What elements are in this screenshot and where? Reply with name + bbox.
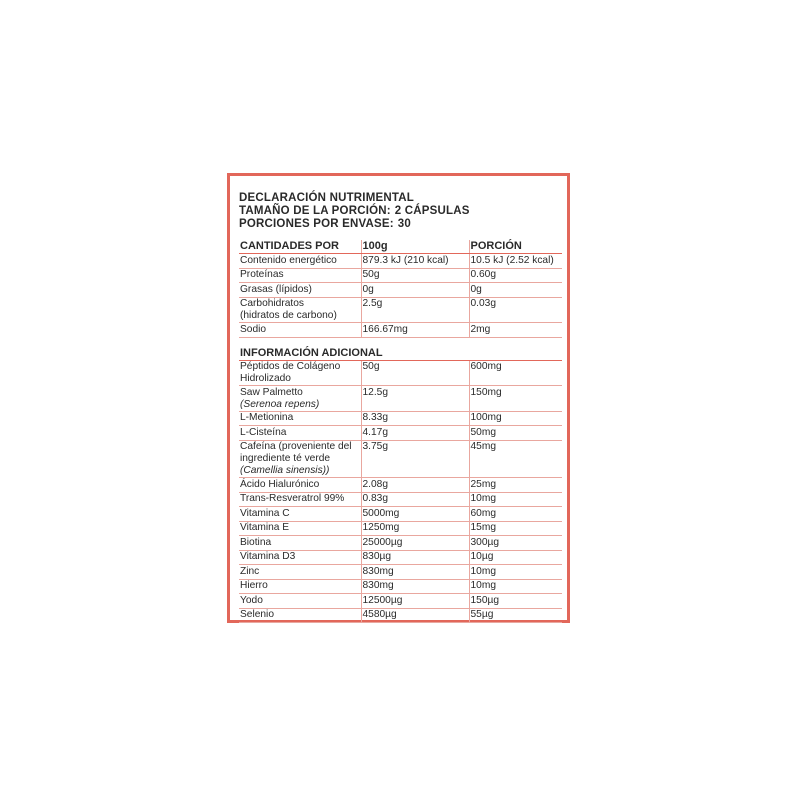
per-100g-value: 3.75g bbox=[361, 440, 469, 478]
table-row bbox=[239, 507, 562, 522]
per-portion-value: 150mg bbox=[469, 386, 562, 412]
nutrient-name: Contenido energético bbox=[240, 254, 337, 266]
nutrient-name: Proteínas bbox=[240, 269, 284, 280]
table-row bbox=[239, 254, 562, 269]
per-portion-value: 55µg bbox=[469, 608, 562, 623]
nutrient-name-cell bbox=[239, 565, 361, 580]
per-100g-value: 4580µg bbox=[361, 608, 469, 623]
column-header-portion: PORCIÓN bbox=[469, 240, 562, 254]
per-100g-value: 166.67mg bbox=[361, 323, 469, 338]
per-100g-value: 0.83g bbox=[361, 492, 469, 507]
nutrient-name-cell bbox=[239, 536, 361, 551]
table-row bbox=[239, 579, 562, 594]
nutrient-name-cell bbox=[239, 254, 361, 269]
declaration-title: DECLARACIÓN NUTRIMENTAL bbox=[239, 192, 414, 204]
per-portion-value: 10mg bbox=[469, 579, 562, 594]
per-portion-value: 50mg bbox=[469, 426, 562, 441]
servings-line bbox=[239, 218, 562, 231]
per-portion-value: 15mg bbox=[469, 521, 562, 536]
nutrient-name: Sodio bbox=[240, 323, 267, 335]
per-portion-value: 10mg bbox=[469, 492, 562, 507]
per-100g-value: 4.17g bbox=[361, 426, 469, 441]
per-100g-value: 25000µg bbox=[361, 536, 469, 551]
table-row bbox=[239, 386, 562, 412]
nutrient-name: Grasas (lípidos) bbox=[240, 283, 312, 295]
portion-size-line bbox=[239, 205, 562, 218]
table-row bbox=[239, 426, 562, 441]
per-portion-value: 0.60g bbox=[469, 268, 562, 283]
nutrient-name: Vitamina C bbox=[240, 507, 290, 519]
nutrient-name-cell bbox=[239, 521, 361, 536]
per-portion-value: 600mg bbox=[469, 360, 562, 386]
nutrient-name: L-Cisteína bbox=[240, 426, 287, 438]
nutrient-name-cell bbox=[239, 268, 361, 283]
nutrient-name-cell bbox=[239, 440, 361, 478]
nutrient-name-cell bbox=[239, 426, 361, 441]
per-portion-value: 60mg bbox=[469, 507, 562, 522]
nutrient-name-cell bbox=[239, 360, 361, 386]
portion-size-value: 2 CÁPSULAS bbox=[394, 205, 470, 217]
nutrition-facts-content bbox=[239, 192, 562, 623]
nutrient-name-cell bbox=[239, 507, 361, 522]
per-portion-value: 0.03g bbox=[469, 297, 562, 323]
column-header-amounts: CANTIDADES POR bbox=[239, 240, 361, 254]
table-row bbox=[239, 492, 562, 507]
nutrient-name: Yodo bbox=[240, 594, 263, 606]
nutrient-name-cell bbox=[239, 297, 361, 323]
per-portion-value: 45mg bbox=[469, 440, 562, 478]
nutrient-name: Zinc bbox=[240, 565, 260, 577]
servings-value: 30 bbox=[397, 218, 411, 230]
table-row bbox=[239, 297, 562, 323]
table-header-row bbox=[239, 240, 562, 254]
nutrient-name-cell bbox=[239, 386, 361, 412]
nutrient-name-cell bbox=[239, 550, 361, 565]
nutrient-name: L-Metionina bbox=[240, 412, 294, 423]
per-100g-value: 50g bbox=[361, 268, 469, 283]
nutrient-name: Cafeína (proveniente del bbox=[240, 441, 352, 452]
table-row bbox=[239, 323, 562, 338]
per-100g-value: 830mg bbox=[361, 579, 469, 594]
nutrient-name-cell bbox=[239, 283, 361, 298]
per-100g-value: 1250mg bbox=[361, 521, 469, 536]
table-row bbox=[239, 536, 562, 551]
nutrition-facts-panel bbox=[227, 173, 570, 623]
nutrient-name: Trans-Resveratrol 99% bbox=[240, 493, 345, 504]
column-header-100g: 100g bbox=[361, 240, 469, 254]
per-portion-value: 0g bbox=[469, 283, 562, 298]
nutrient-name-cell bbox=[239, 478, 361, 493]
per-portion-value: 150µg bbox=[469, 594, 562, 609]
nutrient-scientific-name: (Camellia sinensis)) bbox=[240, 465, 330, 476]
per-portion-value: 10mg bbox=[469, 565, 562, 580]
table-row bbox=[239, 550, 562, 565]
nutrient-name: Hierro bbox=[240, 580, 268, 591]
per-100g-value: 0g bbox=[361, 283, 469, 298]
table-row bbox=[239, 521, 562, 536]
table-row bbox=[239, 283, 562, 298]
per-portion-value: 25mg bbox=[469, 478, 562, 493]
table-row bbox=[239, 411, 562, 426]
per-100g-value: 50g bbox=[361, 360, 469, 386]
nutrient-name-cell bbox=[239, 594, 361, 609]
nutrient-name: Saw Palmetto bbox=[240, 386, 303, 398]
nutrient-scientific-name: (Serenoa repens) bbox=[240, 398, 320, 410]
nutrient-name: Selenio bbox=[240, 609, 274, 620]
nutrient-name-cell bbox=[239, 411, 361, 426]
nutrient-name-cell bbox=[239, 579, 361, 594]
table-row bbox=[239, 565, 562, 580]
nutrient-name-detail: ingrediente té verde bbox=[240, 453, 331, 464]
additional-info-header-row bbox=[239, 337, 562, 360]
nutrient-name-cell bbox=[239, 608, 361, 623]
per-100g-value: 830mg bbox=[361, 565, 469, 580]
per-100g-value: 8.33g bbox=[361, 411, 469, 426]
table-row bbox=[239, 608, 562, 623]
nutrient-name-cell bbox=[239, 492, 361, 507]
per-100g-value: 830µg bbox=[361, 550, 469, 565]
table-row bbox=[239, 594, 562, 609]
nutrient-name-detail: (hidratos de carbono) bbox=[240, 310, 337, 321]
per-portion-value: 2mg bbox=[469, 323, 562, 338]
servings-label: PORCIONES POR ENVASE: bbox=[239, 218, 394, 230]
nutrient-name: Vitamina D3 bbox=[240, 551, 296, 562]
per-portion-value: 300µg bbox=[469, 536, 562, 551]
per-100g-value: 12.5g bbox=[361, 386, 469, 412]
table-row bbox=[239, 478, 562, 493]
per-100g-value: 2.5g bbox=[361, 297, 469, 323]
per-100g-value: 5000mg bbox=[361, 507, 469, 522]
additional-info-title: INFORMACIÓN ADICIONAL bbox=[239, 337, 562, 360]
nutrient-name: Péptidos de Colágeno bbox=[240, 361, 341, 372]
table-row bbox=[239, 268, 562, 283]
per-100g-value: 12500µg bbox=[361, 594, 469, 609]
nutrient-name: Ácido Hialurónico bbox=[240, 478, 320, 490]
nutrient-name: Carbohidratos bbox=[240, 298, 304, 309]
table-row bbox=[239, 360, 562, 386]
per-100g-value: 2.08g bbox=[361, 478, 469, 493]
nutrient-name-detail: Hidrolizado bbox=[240, 373, 291, 384]
portion-size-label: TAMAÑO DE LA PORCIÓN: bbox=[239, 205, 391, 217]
per-portion-value: 10µg bbox=[469, 550, 562, 565]
per-portion-value: 10.5 kJ (2.52 kcal) bbox=[469, 254, 562, 269]
nutrient-name: Biotina bbox=[240, 536, 272, 548]
per-portion-value: 100mg bbox=[469, 411, 562, 426]
table-row bbox=[239, 440, 562, 478]
nutrient-name-cell bbox=[239, 323, 361, 338]
nutrient-name: Vitamina E bbox=[240, 522, 290, 533]
nutrition-table bbox=[239, 240, 562, 623]
per-100g-value: 879.3 kJ (210 kcal) bbox=[361, 254, 469, 269]
